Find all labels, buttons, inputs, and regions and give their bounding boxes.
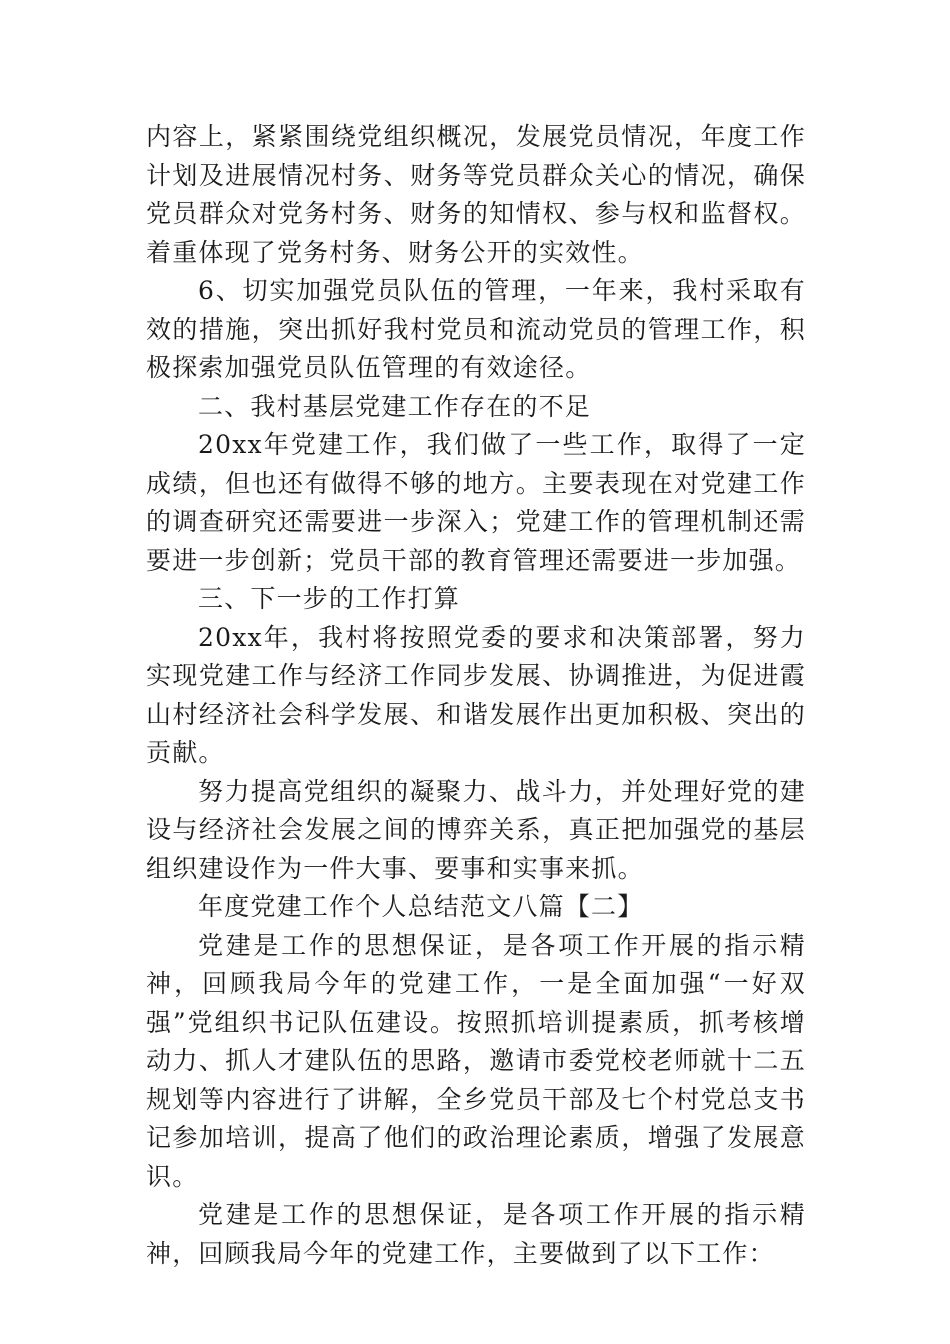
paragraph-member-management: 6、切实加强党员队伍的管理，一年来，我村采取有效的措施，突出抓好我村党员和流动党员的管理工作，积极探索加强党员队伍管理的有效途径。 [146,276,806,382]
article-title-part-two: 年度党建工作个人总结范文八篇【二】 [198,892,644,921]
section-heading-shortcomings: 二、我村基层党建工作存在的不足 [198,391,592,421]
paragraph-next-year-plan: 20xx年，我村将按照党委的要求和决策部署，努力实现党建工作与经济工作同步发展、协调推进，为促进霞山村经济社会科学发展、和谐发展作出更加积极、突出的贡献。 [146,622,806,767]
section-heading-next-steps: 三、下一步的工作打算 [198,584,461,613]
paragraph-disclosure-content: 内容上，紧紧围绕党组织概况，发展党员情况，年度工作计划及进展情况村务、财务等党员群众关心的情况，确保党员群众对党务村务、财务的知情权、参与权和监督权。着重体现了党务村务、财务公开的实效性。 [146,122,806,267]
paragraph-party-secretary-team: 党建是工作的思想保证，是各项工作开展的指示精神，回顾我局今年的党建工作，一是全面加强“一好双强”党组织书记队伍建设。按照抓培训提素质，抓考核增动力、抓人才建队伍的思路，邀请市委党校老师就十二五规划等内容进行了讲解，全乡党员干部及七个村党总支书记参加培训，提高了他们的政治理论素质，增强了发展意识。 [146,930,806,1191]
paragraph-cohesion: 努力提高党组织的凝聚力、战斗力，并处理好党的建设与经济社会发展之间的博弈关系，真正把加强党的基层组织建设作为一件大事、要事和实事来抓。 [146,776,806,883]
paragraph-work-done: 党建是工作的思想保证，是各项工作开展的指示精神，回顾我局今年的党建工作，主要做到了以下工作： [146,1200,806,1268]
document-body [146,118,806,1273]
paragraph-shortcomings: 20xx年党建工作，我们做了一些工作，取得了一定成绩，但也还有做得不够的地方。主要表现在对党建工作的调查研究还需要进一步深入；党建工作的管理机制还需要进一步创新；党员干部的教育管理还需要进一步加强。 [146,430,806,575]
